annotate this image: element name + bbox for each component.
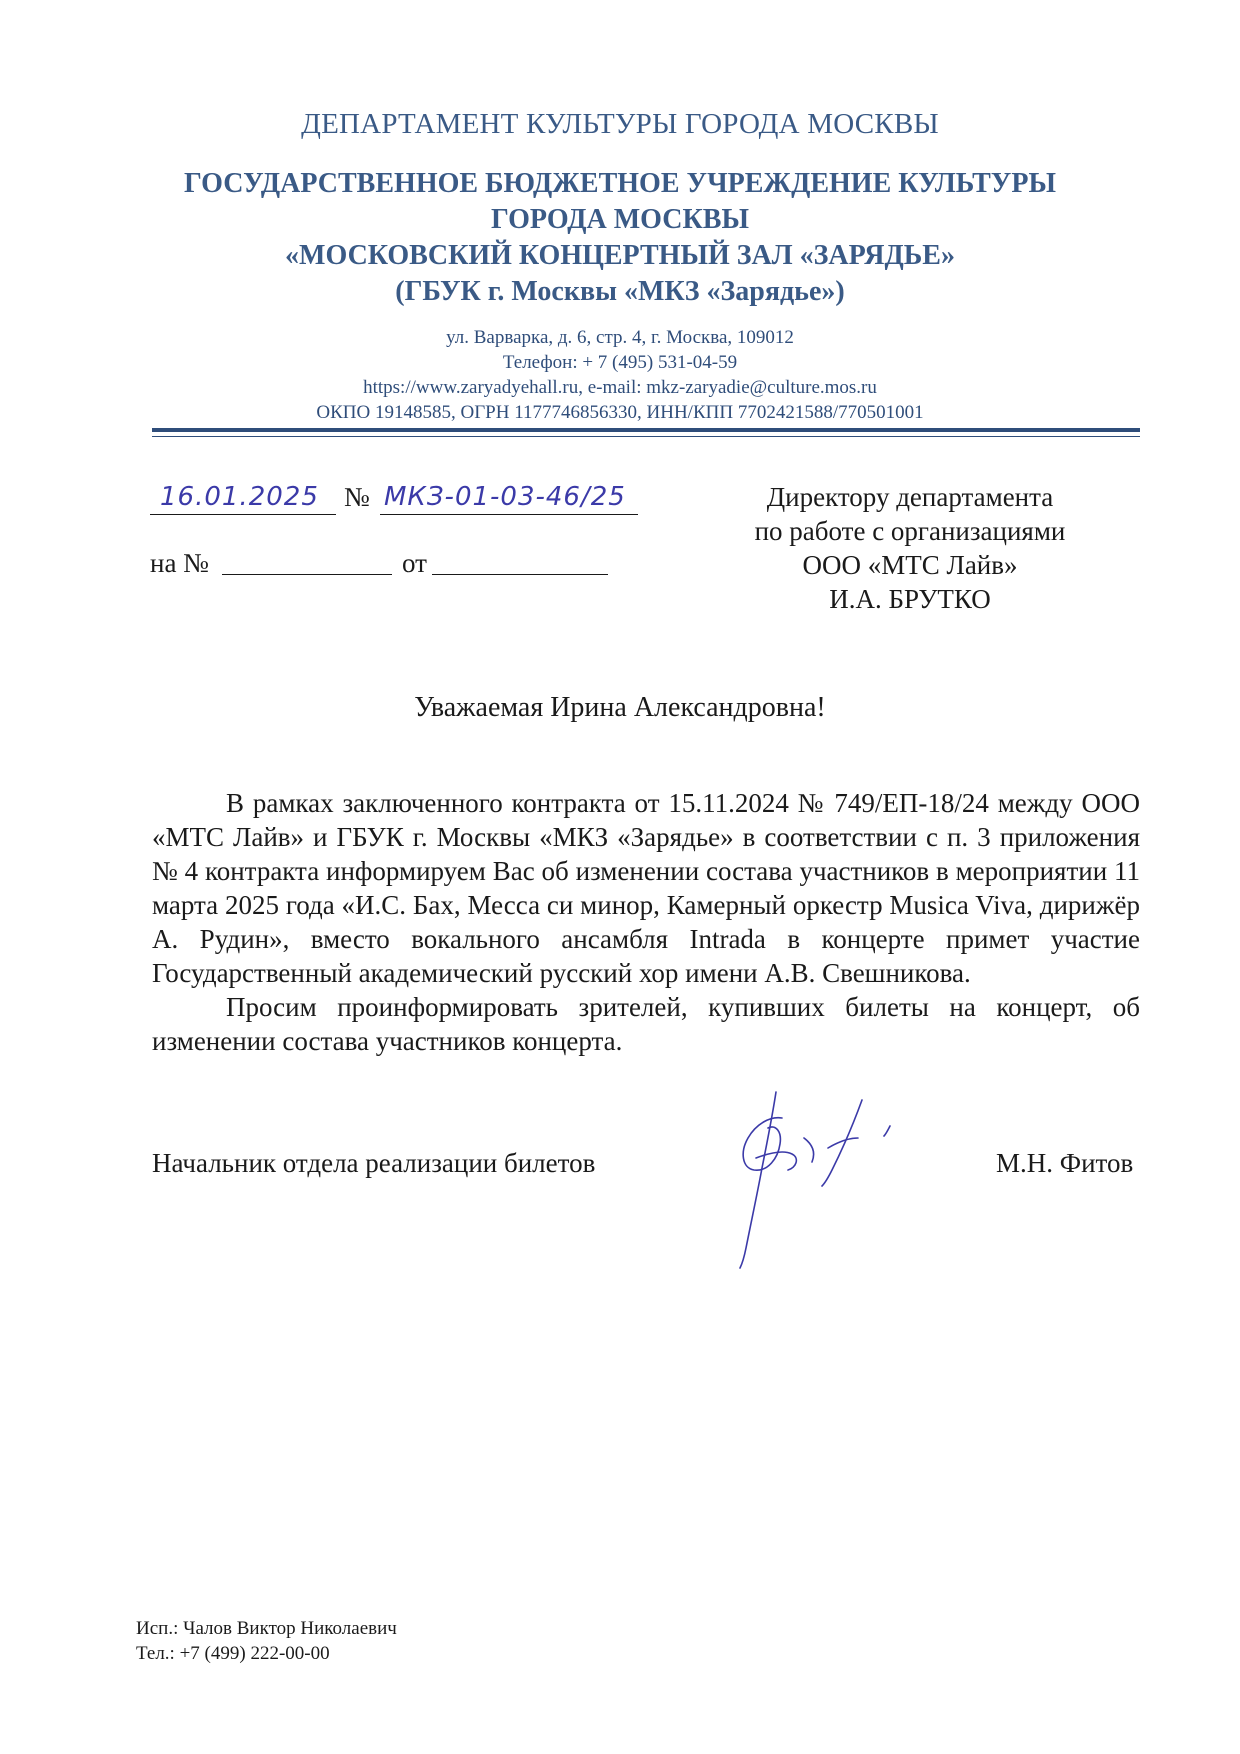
number-sign: № [344,482,370,512]
body-paragraph: Просим проинформировать зрителей, купивших билеты на концерт, об изменении состава участников концерта. [152,992,1140,1056]
registration-codes-line: ОКПО 19148585, ОГРН 1177746856330, ИНН/КПП 7702421588/770501001 [316,402,924,423]
addressee-line: ООО «МТС Лайв» [802,550,1018,580]
organization-line: «МОСКОВСКИЙ КОНЦЕРТНЫЙ ЗАЛ «ЗАРЯДЬЕ» [285,240,955,271]
address-line: ул. Варварка, д. 6, стр. 4, г. Москва, 109012 [446,327,794,348]
letterhead-divider-thin [152,436,1140,437]
organization-line: ГОРОДА МОСКВЫ [491,204,749,235]
executor-phone: Тел.: +7 (499) 222-00-00 [136,1643,330,1664]
number-underline [380,514,638,515]
date-underline [150,514,336,515]
contact-block [0,325,1240,425]
addressee-block [700,480,1120,616]
organization-line: ГОСУДАРСТВЕННОЕ БЮДЖЕТНОЕ УЧРЕЖДЕНИЕ КУЛЬТУРЫ [184,168,1056,199]
signatory-title: Начальник отдела реализации билетов [152,1148,596,1178]
signatory-name: М.Н. Фитов [996,1148,1134,1178]
letter-body [152,786,1140,1058]
addressee-line: по работе с организациями [754,516,1066,546]
handwritten-signature [712,1078,912,1278]
reply-date-blank [432,574,608,575]
reply-to-label: на № [150,548,209,578]
addressee-line: И.А. БРУТКО [829,584,991,614]
executor-name: Исп.: Чалов Виктор Николаевич [136,1618,397,1639]
organization-line: (ГБУК г. Москвы «МКЗ «Зарядье») [395,276,845,307]
executor-footer [136,1616,397,1666]
greeting: Уважаемая Ирина Александровна! [414,692,826,723]
reply-number-blank [222,574,392,575]
web-email-line: https://www.zaryadyehall.ru, e-mail: mkz-zaryadie@culture.mos.ru [363,377,877,398]
outgoing-number: МКЗ-01-03-46/25 [384,482,626,512]
department-heading: ДЕПАРТАМЕНТ КУЛЬТУРЫ ГОРОДА МОСКВЫ [301,108,939,140]
organization-name [0,166,1240,310]
addressee-line: Директору департамента [766,482,1054,512]
from-label: от [402,548,427,578]
body-paragraph: В рамках заключенного контракта от 15.11.2024 № 749/ЕП-18/24 между ООО «МТС Лайв» и ГБУК г. Москвы «МКЗ «Зарядье» в соответствии с п. 3 приложения № 4 контракта информируем Вас об изменении состава участников в мероприятии 11 марта 2025 года «И.С. Бах, Месса си минор, Камерный оркестр Musica Viva, дирижёр А. Рудин», вместо вокального ансамбля Intrada в концерте примет участие Государственный академический русский хор имени А.В. Свешникова. [152,788,1140,988]
letterhead-divider-thick [152,428,1140,432]
phone-line: Телефон: + 7 (495) 531-04-59 [502,352,738,373]
outgoing-date: 16.01.2025 [160,482,319,512]
